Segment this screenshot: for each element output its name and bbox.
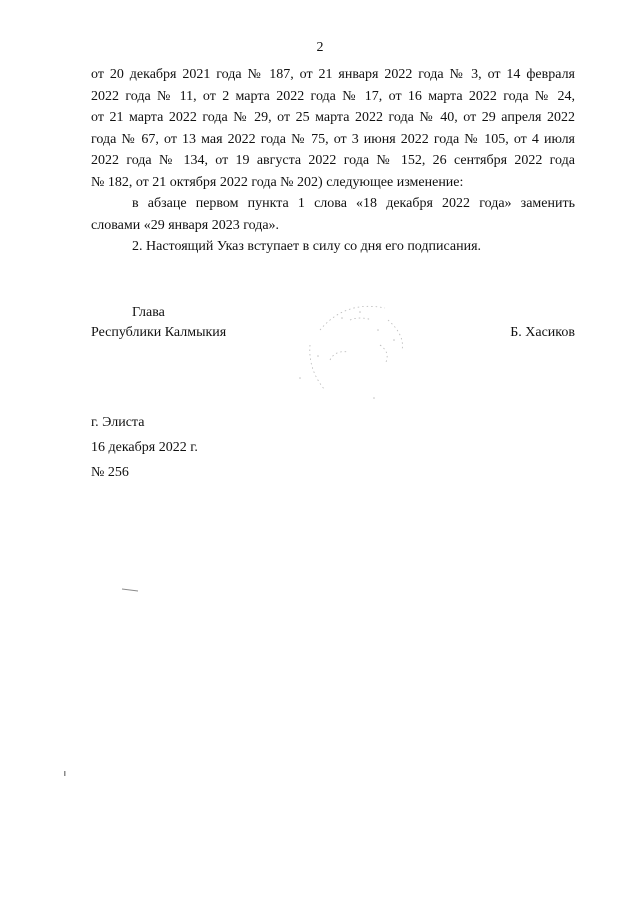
paragraph-1-line-5: 2022 года № 134, от 19 августа 2022 года № 152, 26 сентября 2022 года	[91, 153, 575, 168]
signatory-name: Б. Хасиков	[510, 325, 575, 340]
issue-date: 16 декабря 2022 г.	[91, 440, 198, 455]
paragraph-2-line-2: словами «29 января 2023 года».	[91, 217, 280, 233]
decree-number: № 256	[91, 465, 129, 480]
signatory-title-line-2: Республики Калмыкия	[91, 325, 227, 340]
paragraph-1-line-2: 2022 года № 11, от 2 марта 2022 года № 17, от 16 марта 2022 года № 24,	[91, 88, 575, 104]
paragraph-1-line-3: от 21 марта 2022 года № 29, от 25 марта 2022 года № 40, от 29 апреля 2022	[91, 110, 575, 125]
issue-city: г. Элиста	[91, 415, 145, 430]
paragraph-3: 2. Настоящий Указ вступает в силу со дня его подписания.	[132, 239, 482, 254]
signatory-title-line-1: Глава	[132, 305, 165, 320]
page-number: 2	[316, 40, 324, 55]
decree-body	[91, 64, 575, 258]
signature-block	[91, 303, 575, 343]
paragraph-1-line-6: № 182, от 21 октября 2022 года № 202) следующее изменение:	[91, 174, 464, 190]
paragraph-2-line-1: в абзаце первом пункта 1 слова «18 декабря 2022 года» заменить	[132, 196, 575, 211]
paragraph-1-line-1: от 20 декабря 2021 года № 187, от 21 января 2022 года № 3, от 14 февраля	[91, 67, 575, 82]
paragraph-1-line-4: года № 67, от 13 мая 2022 года № 75, от 3 июня 2022 года № 105, от 4 июля	[91, 131, 575, 147]
decree-footer	[91, 410, 198, 485]
scan-artifact-mark	[120, 585, 144, 595]
scan-artifact-dot	[62, 770, 68, 778]
